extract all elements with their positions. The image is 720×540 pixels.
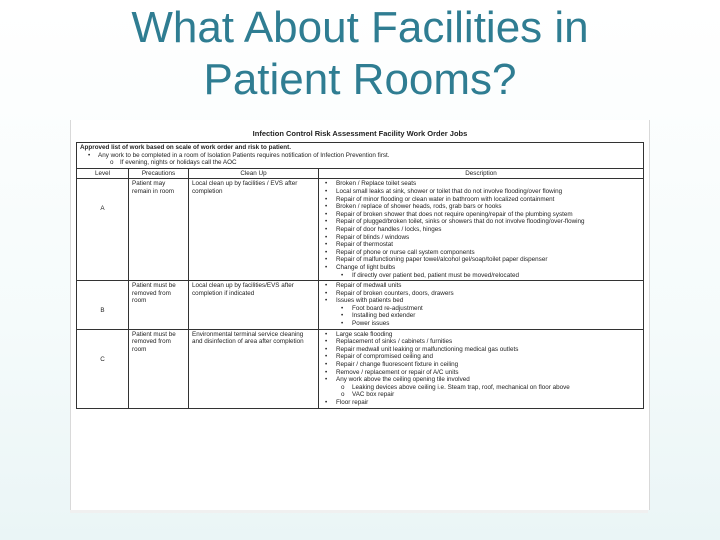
list-item: • Repair of broken shower that does not require opening/repair of the plumbing system [325,210,573,218]
precautions-cell: Patient must be removed from room [129,281,189,330]
sub-list-item: o VAC box repair [341,391,395,399]
list-item: • Large scale flooding [325,330,393,338]
intro-sub-bullet: o If evening, nights or holidays call the AOC [110,159,237,167]
cleanup-cell: Local clean up by facilities / EVS after completion [189,179,319,281]
work-order-table [76,142,644,409]
precautions-cell: Patient must be removed from room [129,329,189,408]
list-item: • Repair of malfunctioning paper towel/alcohol gel/soap/toilet paper dispenser [325,256,548,264]
approved-heading: Approved list of work based on scale of work order and risk to patient. [80,144,291,151]
list-item: • Broken / replace of shower heads, rods, grab bars or hooks [325,203,502,211]
document-bottom-edge [70,510,648,513]
level-cell: C [77,329,129,408]
list-item: • Repair medwall unit leaking or malfunctioning medical gas outlets [325,345,519,353]
sub-list-item: • If directly over patient bed, patient must be moved/relocated [341,271,519,279]
level-cell: B [77,281,129,330]
intro-bullet: • Any work to be completed in a room of Isolation Patients requires notification of Infection Prevention first. [88,151,390,159]
list-item: • Repair of plugged/broken toilet, sinks or showers that do not involve flooding/over-flowing [325,218,585,226]
list-item: • Repair of blinds / windows [325,233,410,241]
table-row-level-b [77,281,644,330]
sub-list-item: • Power issues [341,320,390,328]
precautions-cell: Patient may remain in room [129,179,189,281]
sub-list-item: • Installing bed extender [341,312,416,320]
column-header-level: Level [77,168,129,179]
description-cell [319,281,644,330]
list-item: • Repair of phone or nurse call system components [325,248,475,256]
intro-cell [77,143,644,169]
list-item: • Repair of door handles / locks, hinges [325,225,442,233]
document-title: Infection Control Risk Assessment Facility Work Order Jobs [252,129,468,138]
description-cell [319,329,644,408]
intro-row [77,143,644,169]
list-item: • Repair / change fluorescent fixture in ceiling [325,361,459,369]
list-item: • Issues with patients bed [325,297,404,305]
list-item: • Floor repair [325,399,369,406]
work-order-document [70,120,650,510]
slide-title: What About Facilities in Patient Rooms? [131,3,589,104]
list-item: • Repair of broken counters, doors, drawers [325,289,454,297]
table-row-level-c [77,329,644,408]
list-item: • Repair of compromised ceiling and [325,353,433,361]
cleanup-cell: Local clean up by facilities/EVS after completion if indicated [189,281,319,330]
list-item: • Any work above the ceiling opening tile involved [325,376,470,384]
list-item: • Replacement of sinks / cabinets / furnities [325,338,453,346]
column-header-precautions: Precautions [129,168,189,179]
list-item: • Remove / replacement or repair of A/C units [325,368,459,376]
column-header-description: Description [319,168,644,179]
description-cell [319,179,644,281]
list-item: • Broken / Replace toilet seats [325,180,417,188]
sub-list-item: o Leaking devices above ceiling i.e. Steam trap, roof, mechanical on floor above [341,383,570,391]
sub-list-item: • Foot board re-adjustment [341,304,423,312]
level-cell: A [77,179,129,281]
table-row-level-a [77,179,644,281]
list-item: • Repair of medwall units [325,282,402,290]
cleanup-cell: Environmental terminal service cleaning and disinfection of area after completion [189,329,319,408]
header-row [77,168,644,179]
list-item: • Local small leaks at sink, shower or toilet that do not involve flooding/over flowing [325,187,563,195]
list-item: • Repair of minor flooding or clean water in bathroom with localized containment [325,195,555,203]
list-item: • Repair of thermostat [325,241,394,249]
column-header-cleanup: Clean Up [189,168,319,179]
list-item: • Change of light bulbs [325,263,396,271]
